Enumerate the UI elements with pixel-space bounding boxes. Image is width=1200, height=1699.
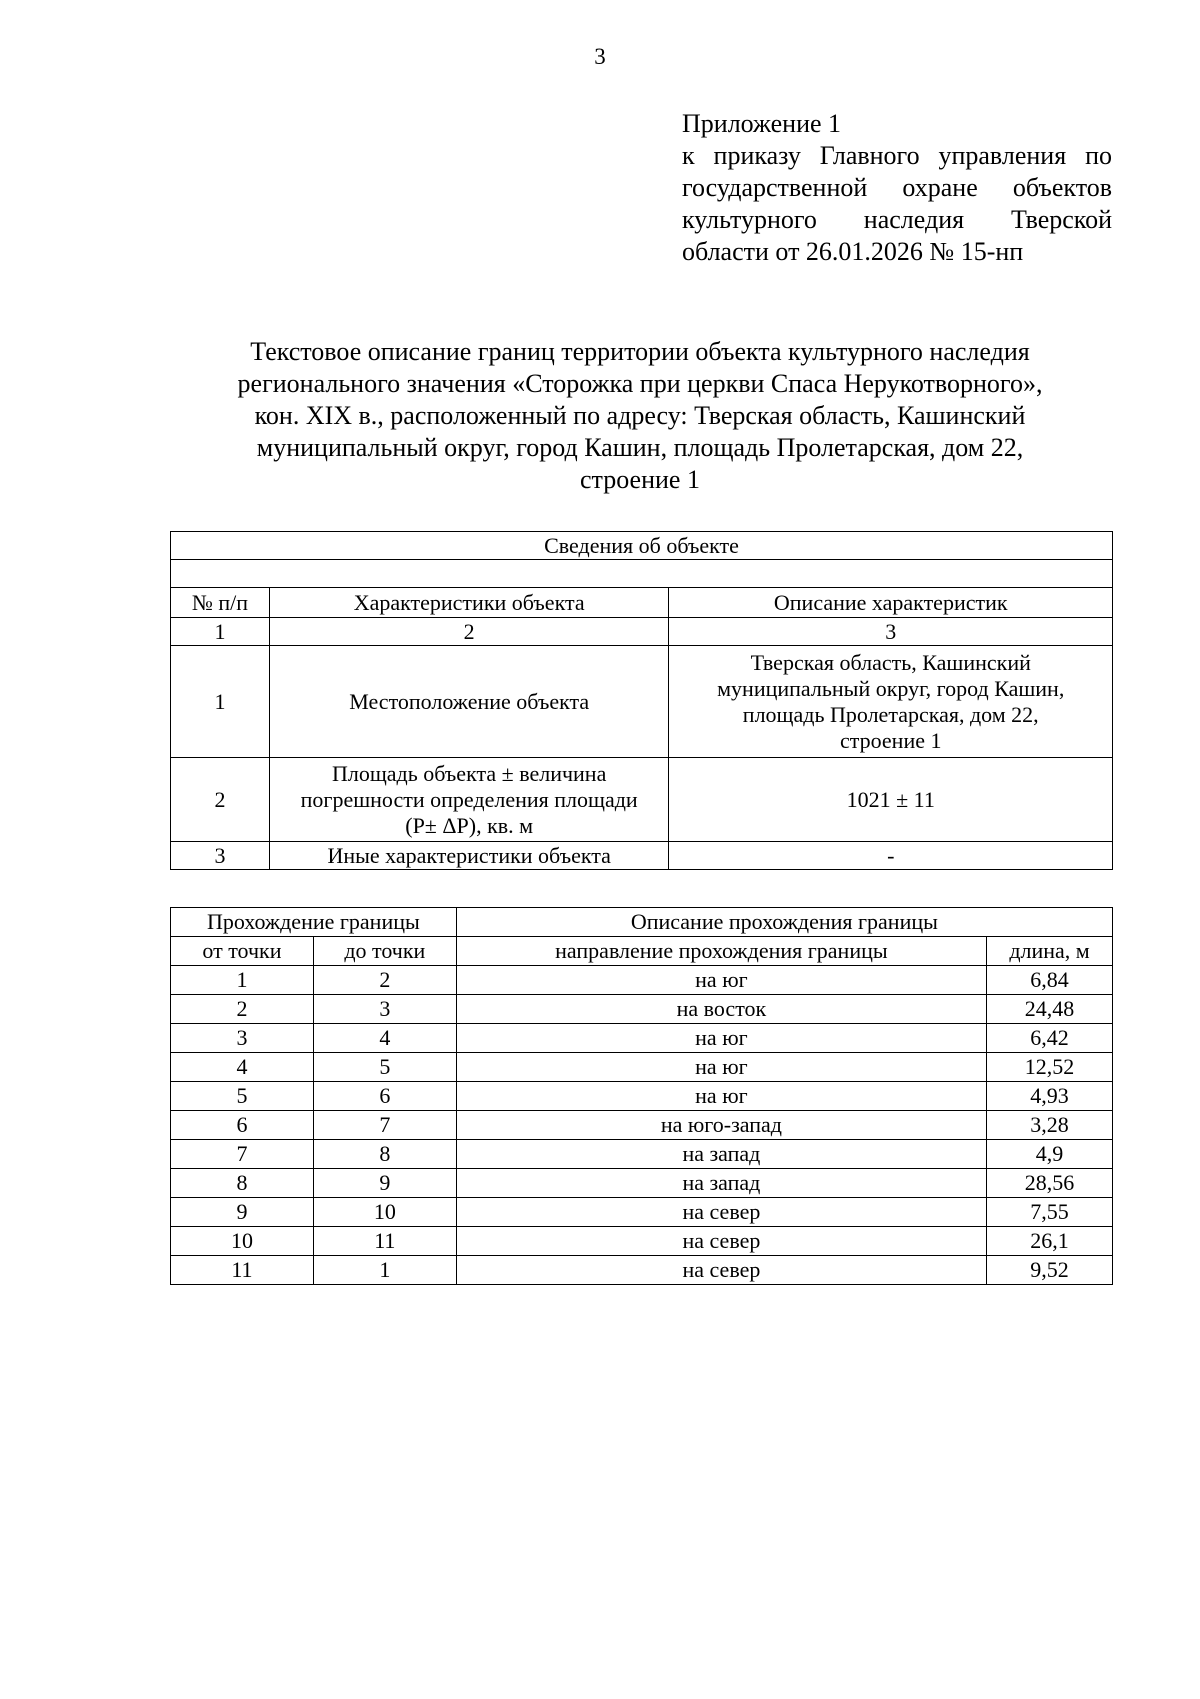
row-number: 1	[171, 646, 270, 758]
cell-length: 9,52	[987, 1256, 1113, 1285]
title-line: Текстовое описание границ территории объекта культурного наследия	[250, 337, 1030, 366]
numbering-cell: 3	[669, 618, 1113, 646]
cell-line: -	[887, 842, 895, 868]
header-cell: от точки	[171, 937, 314, 966]
cell-to: 5	[313, 1053, 456, 1082]
appendix-line: государственной охране объектов	[682, 173, 1112, 202]
blank-cell	[171, 560, 1113, 588]
cell-to: 6	[313, 1082, 456, 1111]
header-cell: № п/п	[171, 588, 270, 618]
table-row	[171, 1198, 1113, 1227]
cell-line: 1021 ± 11	[846, 786, 935, 812]
title-line: кон. XIX в., расположенный по адресу: Тверская область, Кашинский	[254, 401, 1026, 430]
cell-to: 11	[313, 1227, 456, 1256]
cell-direction: на север	[456, 1256, 986, 1285]
cell-from: 10	[171, 1227, 314, 1256]
header-row	[171, 588, 1113, 618]
cell-direction: на восток	[456, 995, 986, 1024]
header-cell: Характеристики объекта	[269, 588, 669, 618]
boundary-table	[170, 907, 1113, 1285]
header-cell: направление прохождения границы	[456, 937, 986, 966]
cell-line: площадь Пролетарская, дом 22,	[742, 701, 1039, 727]
cell-direction: на юго-запад	[456, 1111, 986, 1140]
header-cell: до точки	[313, 937, 456, 966]
object-info-table	[170, 531, 1113, 870]
cell-length: 26,1	[987, 1227, 1113, 1256]
row-number: 2	[171, 758, 270, 842]
appendix-line: культурного наследия Тверской	[682, 205, 1112, 234]
cell-from: 2	[171, 995, 314, 1024]
header-cell: Описание характеристик	[669, 588, 1113, 618]
table-row	[171, 966, 1113, 995]
description-cell	[669, 842, 1113, 870]
cell-from: 11	[171, 1256, 314, 1285]
numbering-cell: 1	[171, 618, 270, 646]
table-row	[171, 1053, 1113, 1082]
cell-length: 4,93	[987, 1082, 1113, 1111]
cell-direction: на юг	[456, 1053, 986, 1082]
cell-length: 28,56	[987, 1169, 1113, 1198]
numbering-row	[171, 618, 1113, 646]
table-row	[171, 995, 1113, 1024]
cell-to: 8	[313, 1140, 456, 1169]
table-row	[171, 1082, 1113, 1111]
cell-to: 9	[313, 1169, 456, 1198]
cell-length: 3,28	[987, 1111, 1113, 1140]
cell-to: 7	[313, 1111, 456, 1140]
boundary-table-body	[171, 966, 1113, 1285]
table-row	[171, 1227, 1113, 1256]
cell-length: 7,55	[987, 1198, 1113, 1227]
cell-length: 4,9	[987, 1140, 1113, 1169]
title-line: муниципальный округ, город Кашин, площадь Пролетарская, дом 22,	[256, 433, 1024, 462]
cell-line: Местоположение объекта	[349, 688, 590, 714]
group-header-right: Описание прохождения границы	[456, 908, 1112, 937]
table-row	[171, 1256, 1113, 1285]
table-row	[171, 1024, 1113, 1053]
cell-length: 24,48	[987, 995, 1113, 1024]
table-caption: Сведения об объекте	[171, 532, 1113, 560]
characteristic-cell	[269, 758, 669, 842]
cell-length: 6,84	[987, 966, 1113, 995]
table-row	[171, 646, 1113, 758]
document-title	[130, 336, 1150, 496]
cell-direction: на запад	[456, 1169, 986, 1198]
cell-line: муниципальный округ, город Кашин,	[717, 675, 1065, 701]
cell-length: 12,52	[987, 1053, 1113, 1082]
cell-to: 3	[313, 995, 456, 1024]
cell-from: 1	[171, 966, 314, 995]
cell-direction: на юг	[456, 1082, 986, 1111]
cell-line: (Р± ΔР), кв. м	[405, 812, 534, 838]
cell-to: 2	[313, 966, 456, 995]
cell-from: 5	[171, 1082, 314, 1111]
table-caption-row	[171, 532, 1113, 560]
numbering-cell: 2	[269, 618, 669, 646]
row-number: 3	[171, 842, 270, 870]
table-row	[171, 1169, 1113, 1198]
group-header-row	[171, 908, 1113, 937]
cell-direction: на юг	[456, 966, 986, 995]
header-row	[171, 937, 1113, 966]
cell-line: Площадь объекта ± величина	[331, 760, 607, 786]
cell-from: 9	[171, 1198, 314, 1227]
cell-direction: на запад	[456, 1140, 986, 1169]
cell-from: 6	[171, 1111, 314, 1140]
cell-length: 6,42	[987, 1024, 1113, 1053]
cell-line: Тверская область, Кашинский	[750, 649, 1031, 675]
table-row	[171, 1140, 1113, 1169]
group-header-left: Прохождение границы	[171, 908, 457, 937]
description-cell	[669, 646, 1113, 758]
cell-direction: на юг	[456, 1024, 986, 1053]
characteristic-cell	[269, 842, 669, 870]
table-row	[171, 1111, 1113, 1140]
cell-from: 3	[171, 1024, 314, 1053]
title-line: строение 1	[580, 465, 700, 494]
appendix-line: Приложение 1	[682, 109, 842, 138]
table-row	[171, 758, 1113, 842]
appendix-line: области от 26.01.2026 № 15-нп	[682, 237, 1024, 266]
header-cell: длина, м	[987, 937, 1113, 966]
cell-from: 7	[171, 1140, 314, 1169]
title-line: регионального значения «Сторожка при церкви Спаса Нерукотворного»,	[237, 369, 1043, 398]
appendix-line: к приказу Главного управления по	[682, 141, 1112, 170]
blank-row	[171, 560, 1113, 588]
cell-line: погрешности определения площади	[300, 786, 638, 812]
cell-to: 4	[313, 1024, 456, 1053]
cell-to: 10	[313, 1198, 456, 1227]
cell-line: строение 1	[839, 727, 942, 753]
page-number: 3	[594, 44, 606, 69]
cell-direction: на север	[456, 1198, 986, 1227]
characteristic-cell	[269, 646, 669, 758]
cell-line: Иные характеристики объекта	[327, 842, 611, 868]
cell-from: 8	[171, 1169, 314, 1198]
cell-to: 1	[313, 1256, 456, 1285]
cell-direction: на север	[456, 1227, 986, 1256]
description-cell	[669, 758, 1113, 842]
table-row	[171, 842, 1113, 870]
appendix-header	[682, 108, 1112, 268]
cell-from: 4	[171, 1053, 314, 1082]
